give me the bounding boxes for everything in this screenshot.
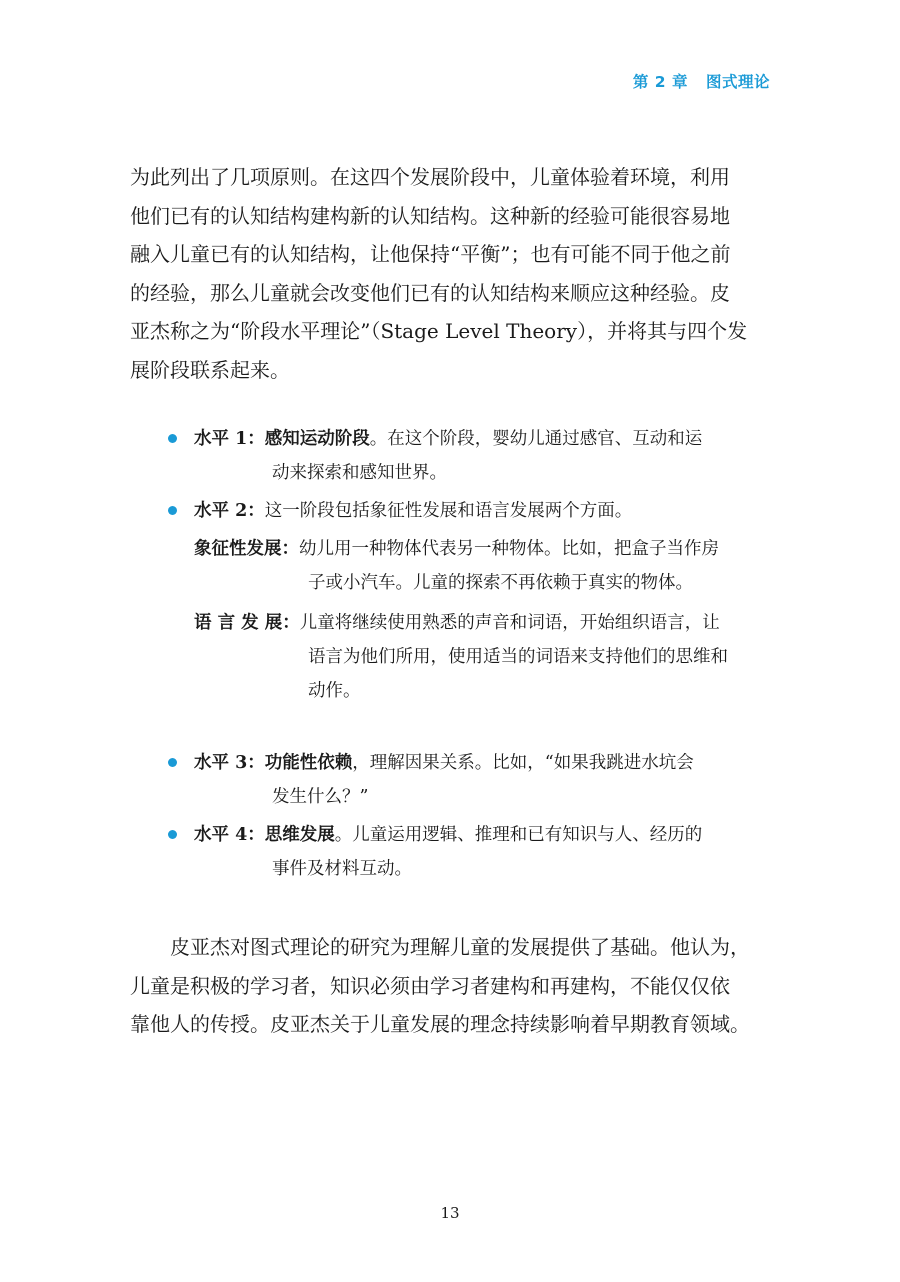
level-text: 这一阶段包括象征性发展和语言发展两个方面。: [264, 501, 633, 521]
sub-text: 幼儿用一种物体代表另一种物体。比如，把盒子当作房: [299, 539, 719, 559]
level-label: 水平 1：: [194, 429, 265, 449]
conclusion-paragraph: [130, 928, 770, 1044]
level-text-cont: 事件及材料互动。: [272, 859, 412, 879]
level-term: 思维发展: [264, 825, 335, 845]
level-label: 水平 4：: [194, 825, 265, 845]
level-term: 感知运动阶段: [264, 429, 370, 449]
language-development-subitem: [130, 606, 770, 708]
level-label: 水平 2：: [194, 501, 265, 521]
text-line: 融入儿童已有的认知结构，让他保持“平衡”；也有可能不同于他之前: [130, 242, 731, 266]
level-label: 水平 3：: [194, 753, 265, 773]
page-number: 13: [440, 1204, 460, 1222]
sub-label: 象征性发展：: [194, 539, 299, 559]
sub-text: 儿童将继续使用熟悉的声音和词语，开始组织语言，让: [299, 613, 720, 633]
text-line: 亚杰称之为“阶段水平理论”（Stage Level Theory），并将其与四个发: [130, 319, 748, 343]
text-line: 展阶段联系起来。: [130, 357, 290, 382]
bullet-icon: [168, 758, 177, 767]
chapter-title: 图式理论: [705, 73, 770, 91]
intro-paragraph: [130, 158, 770, 389]
level-text-cont: 动来探索和感知世界。: [272, 463, 447, 483]
bullet-icon: [168, 434, 177, 443]
text-line: 儿童是积极的学习者，知识必须由学习者建构和再建构，不能仅仅依: [130, 973, 730, 998]
bullet-icon: [168, 506, 177, 515]
level-text-cont: 发生什么？”: [272, 787, 369, 807]
level-text: ，理解因果关系。比如，“如果我跳进水坑会: [352, 753, 694, 773]
text-line: 为此列出了几项原则。在这四个发展阶段中，儿童体验着环境，利用: [130, 165, 730, 189]
symbolic-development-subitem: [130, 532, 770, 600]
level-1-item: [130, 422, 770, 490]
sub-text-cont: 语言为他们所用，使用适当的词语来支持他们的思维和: [308, 647, 728, 667]
bullet-icon: [168, 830, 177, 839]
sub-text-cont: 子或小汽车。儿童的探索不再依赖于真实的物体。: [308, 573, 693, 593]
level-3-item: [130, 746, 770, 814]
sub-text-cont: 动作。: [308, 681, 361, 701]
running-header: [633, 70, 770, 92]
sub-label: 语 言 发 展：: [194, 613, 300, 633]
spacer: [130, 708, 770, 746]
level-text: 。在这个阶段，婴幼儿通过感官、互动和运: [369, 429, 703, 449]
level-4-item: [130, 818, 770, 886]
level-2-item: [130, 494, 770, 528]
stage-level-list: [130, 422, 770, 890]
text-line: 靠他人的传授。皮亚杰关于儿童发展的理念持续影响着早期教育领域。: [130, 1012, 750, 1036]
level-term: 功能性依赖: [264, 753, 353, 773]
text-line: 的经验，那么儿童就会改变他们已有的认知结构来顺应这种经验。皮: [130, 280, 730, 305]
level-text: 。儿童运用逻辑、推理和已有知识与人、经历的: [334, 825, 703, 845]
text-line: 他们已有的认知结构建构新的认知结构。这种新的经验可能很容易地: [130, 203, 730, 228]
text-line: 皮亚杰对图式理论的研究为理解儿童的发展提供了基础。他认为，: [170, 935, 750, 959]
chapter-number: 第 2 章: [632, 73, 688, 91]
